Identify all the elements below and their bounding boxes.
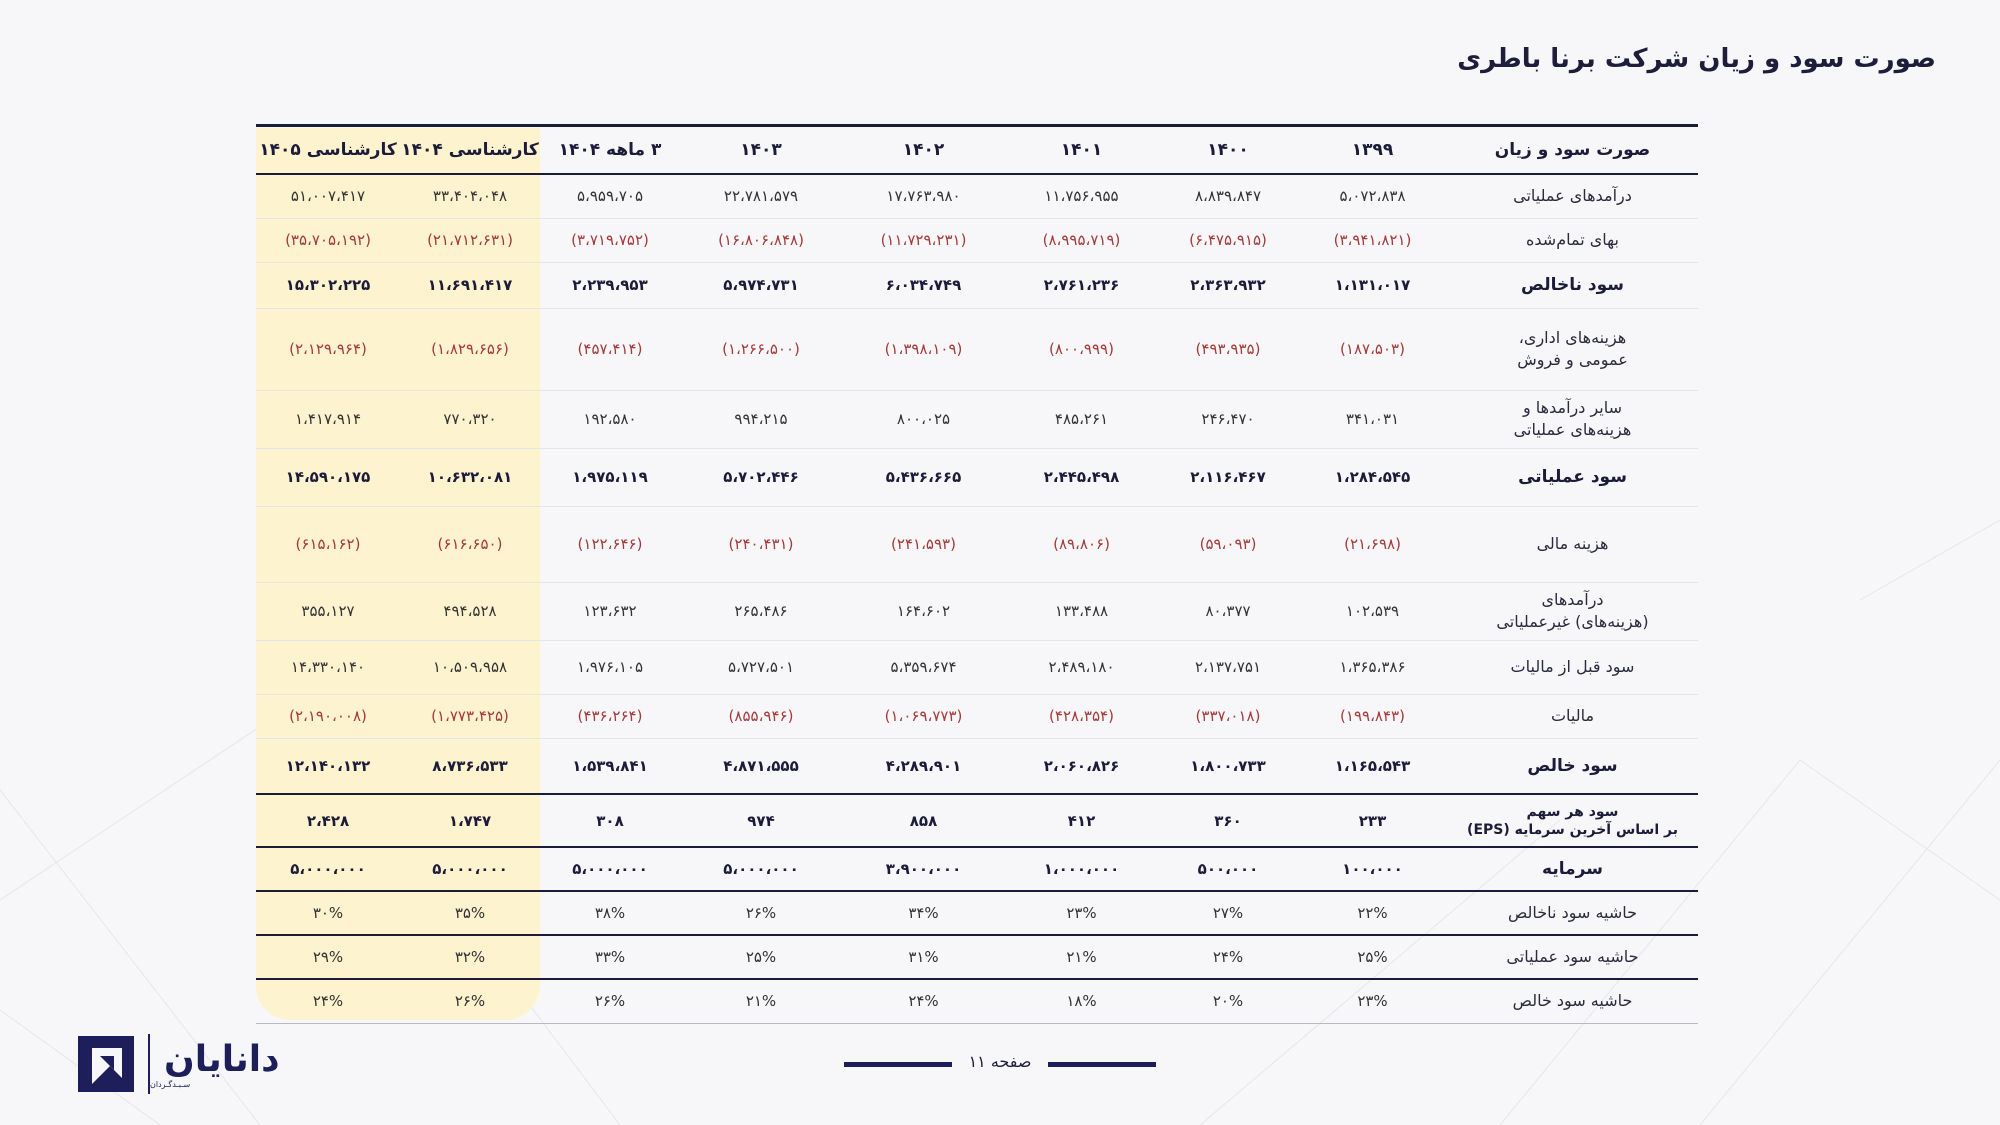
table-cell: ۱۴،۵۹۰،۱۷۵	[256, 448, 400, 506]
table-row	[256, 308, 1698, 390]
income-statement-table	[256, 124, 1698, 1024]
table-cell: ۲۴%	[256, 979, 400, 1023]
header-year: ۱۳۹۹	[1351, 140, 1394, 160]
table-cell: (۱۱،۷۲۹،۲۳۱)	[842, 218, 1005, 262]
table-cell: ۵،۷۲۷،۵۰۱	[680, 640, 842, 694]
table-cell: (۱،۲۶۶،۵۰۰)	[680, 308, 842, 390]
table-cell: ۲،۴۴۵،۴۹۸	[1005, 448, 1158, 506]
table-row	[256, 738, 1698, 794]
table-row	[256, 891, 1698, 935]
table-cell: (۲،۱۹۰،۰۰۸)	[256, 694, 400, 738]
table-cell: ۳۰۸	[540, 794, 680, 847]
table-cell: ۲،۱۳۷،۷۵۱	[1158, 640, 1298, 694]
table-cell: (۶۱۶،۶۵۰)	[400, 506, 540, 582]
table-cell: ۵،۰۰۰،۰۰۰	[256, 847, 400, 891]
table-cell: ۵،۹۷۴،۷۳۱	[680, 262, 842, 308]
footer-divider-left	[844, 1062, 952, 1067]
table-cell: ۱،۹۷۶،۱۰۵	[540, 640, 680, 694]
table-cell: ۱۴،۳۳۰،۱۴۰	[256, 640, 400, 694]
table-cell: (۸۰۰،۹۹۹)	[1005, 308, 1158, 390]
table-cell: ۹۷۴	[680, 794, 842, 847]
table-cell: ۲۶%	[400, 979, 540, 1023]
table-cell: ۳۰%	[256, 891, 400, 935]
brand-subtitle: سـبـدگـردان	[150, 1079, 191, 1089]
table-cell: ۲۵%	[680, 935, 842, 979]
table-cell: ۳۳،۴۰۴،۰۴۸	[400, 174, 540, 218]
header-label-column: صورت سود و زیان	[1494, 140, 1651, 160]
table-cell: ۵،۳۵۹،۶۷۴	[842, 640, 1005, 694]
table-cell: ۲۴%	[1158, 935, 1298, 979]
table-cell: (۱۲۲،۶۴۶)	[540, 506, 680, 582]
table-cell: ۳۴%	[842, 891, 1005, 935]
table-cell: ۱۸%	[1005, 979, 1158, 1023]
table-cell: ۸،۷۳۶،۵۳۳	[400, 738, 540, 794]
table-cell: ۲،۱۱۶،۴۶۷	[1158, 448, 1298, 506]
table-cell: (۸،۹۹۵،۷۱۹)	[1005, 218, 1158, 262]
table-cell: (۸۹،۸۰۶)	[1005, 506, 1158, 582]
table-cell: ۵۱،۰۰۷،۴۱۷	[256, 174, 400, 218]
table-cell: ۱،۴۱۷،۹۱۴	[256, 390, 400, 448]
table-cell: ۱۷،۷۶۳،۹۸۰	[842, 174, 1005, 218]
table-cell: ۴۸۵،۲۶۱	[1005, 390, 1158, 448]
table-cell: ۱۰۲،۵۳۹	[1298, 582, 1447, 640]
table-cell: ۵،۰۷۲،۸۳۸	[1298, 174, 1447, 218]
table-cell: ۱۰،۶۳۲،۰۸۱	[400, 448, 540, 506]
table-cell: ۱۹۲،۵۸۰	[540, 390, 680, 448]
table-cell: ۱۰۰،۰۰۰	[1298, 847, 1447, 891]
table-cell: (۵۹،۰۹۳)	[1158, 506, 1298, 582]
table-cell: ۳۵%	[400, 891, 540, 935]
table-cell: (۳۵،۷۰۵،۱۹۲)	[256, 218, 400, 262]
table-row	[256, 174, 1698, 218]
header-year: ۳ ماهه ۱۴۰۴	[558, 140, 662, 160]
row-label: هزینه مالی	[1447, 506, 1698, 582]
table-cell: ۳۳%	[540, 935, 680, 979]
table-cell: ۲۶%	[540, 979, 680, 1023]
table-cell: ۵،۰۰۰،۰۰۰	[400, 847, 540, 891]
table-cell: (۴۳۶،۲۶۴)	[540, 694, 680, 738]
table-cell: ۲۳%	[1005, 891, 1158, 935]
header-year: کارشناسی ۱۴۰۴	[401, 140, 539, 160]
table-cell: ۵،۰۰۰،۰۰۰	[680, 847, 842, 891]
table-cell: ۱،۳۶۵،۳۸۶	[1298, 640, 1447, 694]
table-cell: ۵،۹۵۹،۷۰۵	[540, 174, 680, 218]
table-cell: (۱۸۷،۵۰۳)	[1298, 308, 1447, 390]
table-cell: (۴۲۸،۳۵۴)	[1005, 694, 1158, 738]
table-cell: ۱،۰۰۰،۰۰۰	[1005, 847, 1158, 891]
table-cell: (۱،۳۹۸،۱۰۹)	[842, 308, 1005, 390]
table-row	[256, 218, 1698, 262]
table-cell: ۸۰۰،۰۲۵	[842, 390, 1005, 448]
table-cell: ۲۴%	[842, 979, 1005, 1023]
row-label: سود عملیاتی	[1447, 448, 1698, 506]
table-cell: ۴،۸۷۱،۵۵۵	[680, 738, 842, 794]
table-row	[256, 506, 1698, 582]
table-cell: ۵۰۰،۰۰۰	[1158, 847, 1298, 891]
table-cell: ۲،۳۶۳،۹۳۲	[1158, 262, 1298, 308]
table-cell: ۳۶۰	[1158, 794, 1298, 847]
footer-divider-right	[1048, 1062, 1156, 1067]
table-cell: ۱۲،۱۴۰،۱۳۲	[256, 738, 400, 794]
row-label: درآمدهای (هزینه‌های) غیرعملیاتی	[1447, 582, 1698, 640]
row-label: حاشیه سود خالص	[1447, 979, 1698, 1023]
table-cell: ۳،۹۰۰،۰۰۰	[842, 847, 1005, 891]
row-label: مالیات	[1447, 694, 1698, 738]
table-cell: (۲۱،۶۹۸)	[1298, 506, 1447, 582]
table-cell: ۲۴۶،۴۷۰	[1158, 390, 1298, 448]
table-row	[256, 448, 1698, 506]
table-cell: (۱۶،۸۰۶،۸۴۸)	[680, 218, 842, 262]
table-row	[256, 935, 1698, 979]
table-cell: ۲۹%	[256, 935, 400, 979]
row-label: سود خالص	[1447, 738, 1698, 794]
table-cell: (۴۹۳،۹۳۵)	[1158, 308, 1298, 390]
row-label: هزینه‌های اداری، عمومی و فروش	[1447, 308, 1698, 390]
table-cell: (۲۴۰،۴۳۱)	[680, 506, 842, 582]
table-cell: (۴۵۷،۴۱۴)	[540, 308, 680, 390]
row-label: سود قبل از مالیات	[1447, 640, 1698, 694]
table-cell: ۱،۲۸۴،۵۴۵	[1298, 448, 1447, 506]
table-cell: ۲،۷۶۱،۲۳۶	[1005, 262, 1158, 308]
table-cell: ۱۰،۵۰۹،۹۵۸	[400, 640, 540, 694]
table-row	[256, 262, 1698, 308]
table-cell: ۱،۵۳۹،۸۴۱	[540, 738, 680, 794]
table-row	[256, 390, 1698, 448]
table-cell: (۸۵۵،۹۴۶)	[680, 694, 842, 738]
table-cell: ۵،۷۰۲،۴۴۶	[680, 448, 842, 506]
table-cell: ۲۵%	[1298, 935, 1447, 979]
table-cell: ۲۳۳	[1298, 794, 1447, 847]
table-cell: (۱،۰۶۹،۷۷۳)	[842, 694, 1005, 738]
header-year: ۱۴۰۲	[902, 140, 945, 160]
row-label: حاشیه سود عملیاتی	[1447, 935, 1698, 979]
table-cell: ۳۸%	[540, 891, 680, 935]
table-row	[256, 694, 1698, 738]
table-cell: ۲۶%	[680, 891, 842, 935]
table-cell: ۲۲%	[1298, 891, 1447, 935]
table-cell: (۱،۷۷۳،۴۲۵)	[400, 694, 540, 738]
table-cell: ۱،۷۴۷	[400, 794, 540, 847]
row-label: بهای تمام‌شده	[1447, 218, 1698, 262]
table-cell: ۷۷۰،۳۲۰	[400, 390, 540, 448]
table-cell: ۳۲%	[400, 935, 540, 979]
table-cell: ۲۰%	[1158, 979, 1298, 1023]
row-label: سرمایه	[1447, 847, 1698, 891]
table-cell: ۴،۲۸۹،۹۰۱	[842, 738, 1005, 794]
table-row	[256, 582, 1698, 640]
row-label: درآمدهای عملیاتی	[1447, 174, 1698, 218]
table-cell: (۲،۱۲۹،۹۶۴)	[256, 308, 400, 390]
row-label: سایر درآمدها و هزینه‌های عملیاتی	[1447, 390, 1698, 448]
table-cell: ۹۹۴،۲۱۵	[680, 390, 842, 448]
table-cell: ۱،۱۳۱،۰۱۷	[1298, 262, 1447, 308]
table-cell: (۱،۸۲۹،۶۵۶)	[400, 308, 540, 390]
table-cell: ۳۴۱،۰۳۱	[1298, 390, 1447, 448]
table-cell: (۲۴۱،۵۹۳)	[842, 506, 1005, 582]
table-cell: ۲۲،۷۸۱،۵۷۹	[680, 174, 842, 218]
brand-logo	[76, 1034, 280, 1094]
table-cell: ۴۱۲	[1005, 794, 1158, 847]
brand-name: دانایان	[164, 1038, 280, 1080]
header-year: کارشناسی ۱۴۰۵	[259, 140, 397, 160]
table-cell: ۳۱%	[842, 935, 1005, 979]
table-cell: (۳،۹۴۱،۸۲۱)	[1298, 218, 1447, 262]
table-cell: ۱۱،۷۵۶،۹۵۵	[1005, 174, 1158, 218]
table-cell: ۱،۹۷۵،۱۱۹	[540, 448, 680, 506]
table-cell: ۱،۱۶۵،۵۴۳	[1298, 738, 1447, 794]
row-label: سود هر سهم بر اساس آخرین سرمایه (EPS)	[1447, 794, 1698, 847]
table-cell: ۲،۲۳۹،۹۵۳	[540, 262, 680, 308]
table-cell: (۳،۷۱۹،۷۵۲)	[540, 218, 680, 262]
table-cell: ۲۶۵،۴۸۶	[680, 582, 842, 640]
table-cell: ۲،۰۶۰،۸۲۶	[1005, 738, 1158, 794]
table-cell: ۲۳%	[1298, 979, 1447, 1023]
table-cell: ۱۵،۳۰۲،۲۲۵	[256, 262, 400, 308]
table-cell: ۳۵۵،۱۲۷	[256, 582, 400, 640]
table-cell: ۲،۴۸۹،۱۸۰	[1005, 640, 1158, 694]
header-year: ۱۴۰۰	[1207, 140, 1249, 160]
table-row	[256, 847, 1698, 891]
table-cell: ۱۲۳،۶۳۲	[540, 582, 680, 640]
brand-mark-icon	[76, 1034, 136, 1094]
table-cell: ۵،۴۳۶،۶۶۵	[842, 448, 1005, 506]
table-row	[256, 979, 1698, 1023]
header-year: ۱۴۰۳	[740, 140, 782, 160]
table-cell: (۱۹۹،۸۴۳)	[1298, 694, 1447, 738]
table-cell: ۱۱،۶۹۱،۴۱۷	[400, 262, 540, 308]
table-cell: (۲۱،۷۱۲،۶۳۱)	[400, 218, 540, 262]
table-row	[256, 640, 1698, 694]
table-cell: ۶،۰۳۴،۷۴۹	[842, 262, 1005, 308]
header-year: ۱۴۰۱	[1060, 140, 1103, 160]
row-label: سود ناخالص	[1447, 262, 1698, 308]
page-number: صفحه ۱۱	[968, 1052, 1032, 1071]
table-header-row	[256, 126, 1698, 175]
table-cell: (۶،۴۷۵،۹۱۵)	[1158, 218, 1298, 262]
table-cell: (۳۳۷،۰۱۸)	[1158, 694, 1298, 738]
table-cell: ۱۶۴،۶۰۲	[842, 582, 1005, 640]
table-cell: ۸۵۸	[842, 794, 1005, 847]
table-cell: (۶۱۵،۱۶۲)	[256, 506, 400, 582]
table-cell: ۱،۸۰۰،۷۳۳	[1158, 738, 1298, 794]
brand-wordmark	[150, 1040, 280, 1089]
row-label: حاشیه سود ناخالص	[1447, 891, 1698, 935]
table-cell: ۲۷%	[1158, 891, 1298, 935]
table-cell: ۲۱%	[1005, 935, 1158, 979]
table-cell: ۱۳۳،۴۸۸	[1005, 582, 1158, 640]
table-cell: ۲۱%	[680, 979, 842, 1023]
table-cell: ۸۰،۳۷۷	[1158, 582, 1298, 640]
table-cell: ۴۹۴،۵۲۸	[400, 582, 540, 640]
table-cell: ۵،۰۰۰،۰۰۰	[540, 847, 680, 891]
table-cell: ۸،۸۳۹،۸۴۷	[1158, 174, 1298, 218]
table-cell: ۲،۴۲۸	[256, 794, 400, 847]
page-title: صورت سود و زیان شرکت برنا باطری	[1457, 44, 1936, 74]
table-row	[256, 794, 1698, 847]
